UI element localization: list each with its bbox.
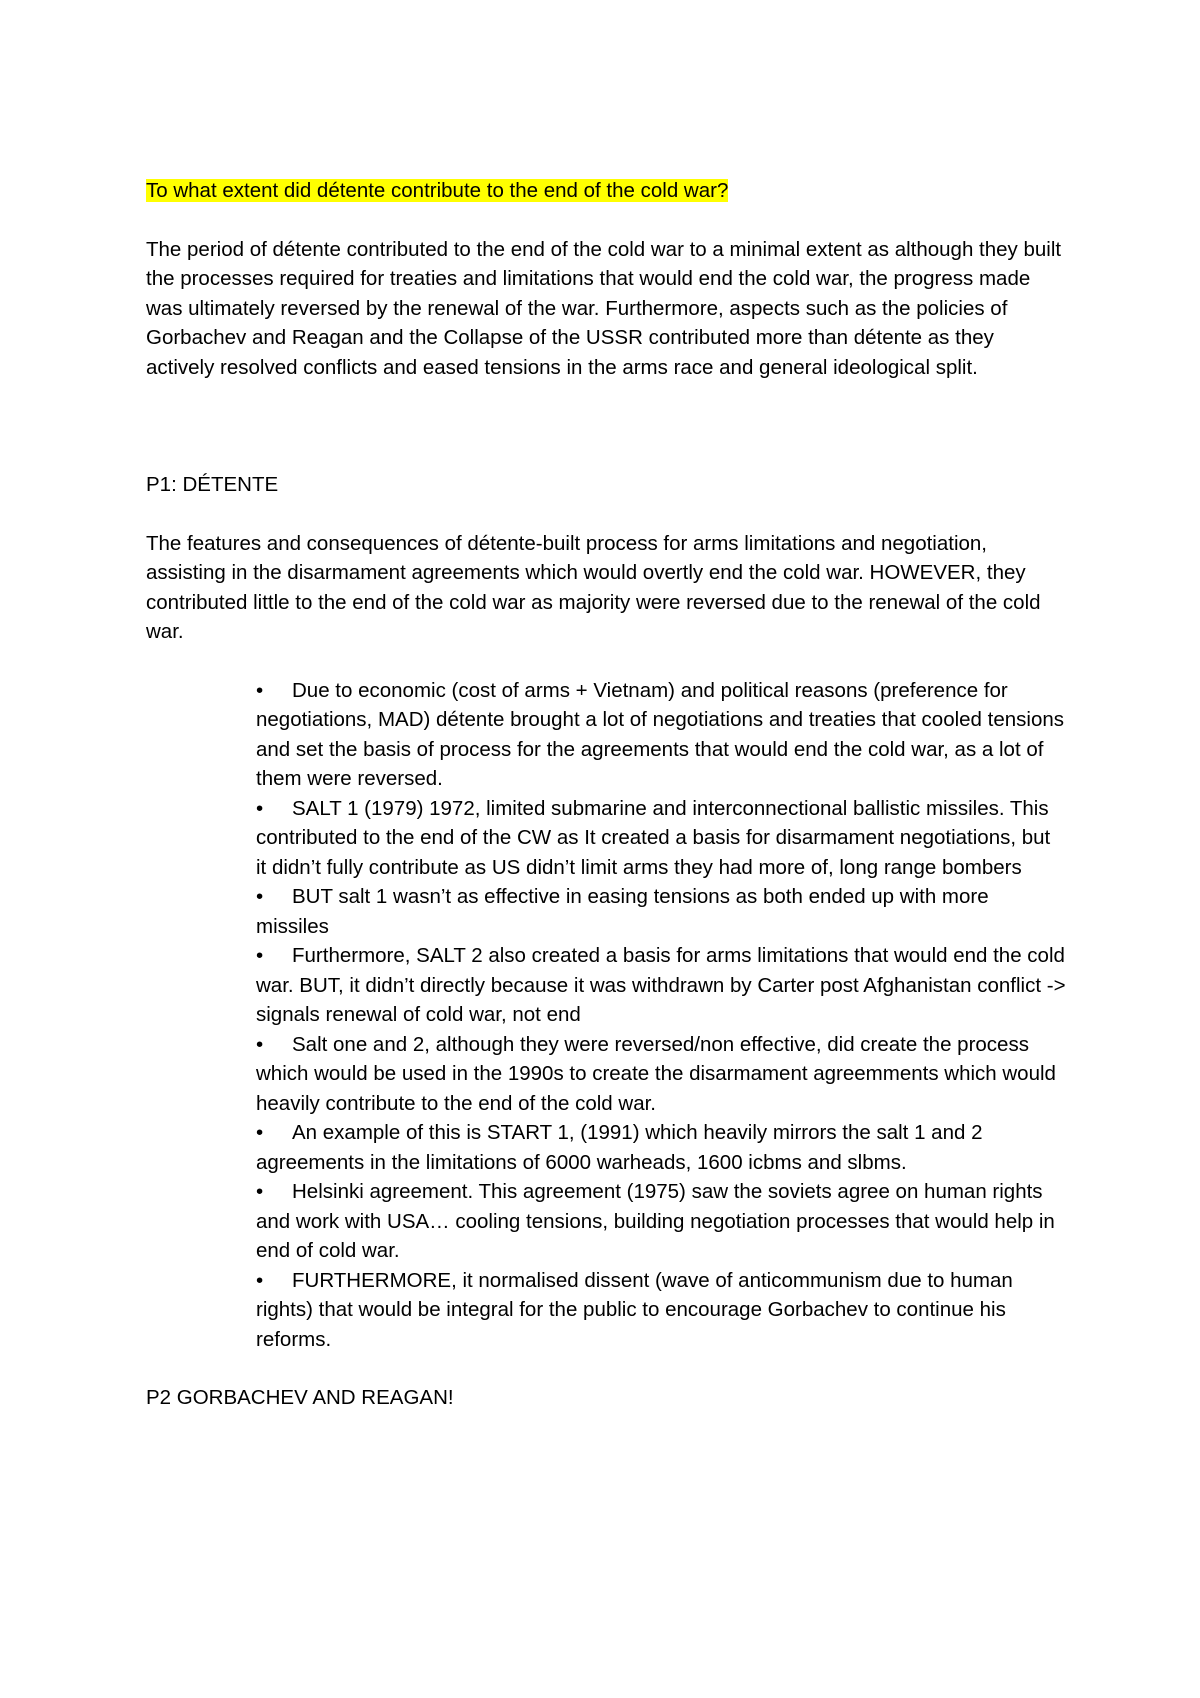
list-item — [256, 794, 1066, 883]
bullet-icon: • — [256, 944, 264, 967]
bullet-text: SALT 1 (1979) 1972, limited submarine and interconnectional ballistic missiles. This contributed to the end of the CW as It created a basis for disarmament negotiations, but it didn’t fully contribute as US didn’t limit arms they had more of, long range bombers — [256, 796, 1051, 879]
bullet-icon: • — [256, 1121, 264, 1144]
bullet-icon: • — [256, 885, 264, 908]
essay-question-highlight: To what extent did détente contribute to the end of the cold war? — [146, 179, 729, 202]
bullet-text: Due to economic (cost of arms + Vietnam) and political reasons (preference for negotiations, MAD) détente brought a lot of negotiations and treaties that cooled tensions and set the basis of process for the agreements that would end the cold war, as a lot of them were reversed. — [256, 678, 1064, 790]
p1-heading: P1: DÉTENTE — [146, 473, 279, 496]
bullet-icon: • — [256, 1180, 264, 1203]
bullet-text: Furthermore, SALT 2 also created a basis for arms limitations that would end the cold war. BUT, it didn’t directly because it was withdrawn by Carter post Afghanistan conflict -> signals renewal of cold war, not end — [256, 944, 1066, 1026]
bullet-text: FURTHERMORE, it normalised dissent (wave of anticommunism due to human rights) that would be integral for the public to encourage Gorbachev to continue his reforms. — [256, 1268, 1013, 1351]
list-item — [256, 676, 1066, 794]
p1-bullet-list — [146, 676, 1066, 1355]
bullet-text: Helsinki agreement. This agreement (1975) saw the soviets agree on human rights and work with USA… cooling tensions, building negotiation processes that would help in end of cold war. — [256, 1180, 1055, 1262]
list-item — [256, 1266, 1066, 1355]
bullet-text: Salt one and 2, although they were reversed/non effective, did create the process which would be used in the 1990s to create the disarmament agreemments which would heavily contribute to the end of the cold war. — [256, 1032, 1056, 1115]
list-item — [256, 1177, 1066, 1266]
bullet-icon: • — [256, 678, 264, 702]
bullet-icon: • — [256, 796, 264, 820]
intro-paragraph: The period of détente contributed to the end of the cold war to a minimal extent as although they built the processes required for treaties and limitations that would end the cold war, the progress made was ultimately reversed by the renewal of the war. Furthermore, aspects such as the policies of Gorbachev and Reagan and the Collapse of the USSR contributed more than détente as they actively resolved conflicts and eased tensions in the arms race and general ideological split. — [146, 237, 1062, 379]
bullet-text: An example of this is START 1, (1991) which heavily mirrors the salt 1 and 2 agreements in the limitations of 6000 warheads, 1600 icbms and slbms. — [256, 1121, 983, 1174]
essay-question — [146, 176, 1066, 206]
bullet-icon: • — [256, 1032, 264, 1056]
bullet-text: BUT salt 1 wasn’t as effective in easing tensions as both ended up with more missiles — [256, 885, 989, 938]
document-content — [146, 176, 1066, 1413]
list-item — [256, 882, 1066, 941]
p1-body: The features and consequences of détente-built process for arms limitations and negotiation, assisting in the disarmament agreements which would overtly end the cold war. HOWEVER, they contributed little to the end of the cold war as majority were reversed due to the renewal of the cold war. — [146, 531, 1041, 643]
list-item — [256, 1118, 1066, 1177]
bullet-icon: • — [256, 1268, 264, 1292]
p2-heading: P2 GORBACHEV AND REAGAN! — [146, 1386, 454, 1409]
list-item — [256, 1030, 1066, 1119]
list-item — [256, 941, 1066, 1030]
